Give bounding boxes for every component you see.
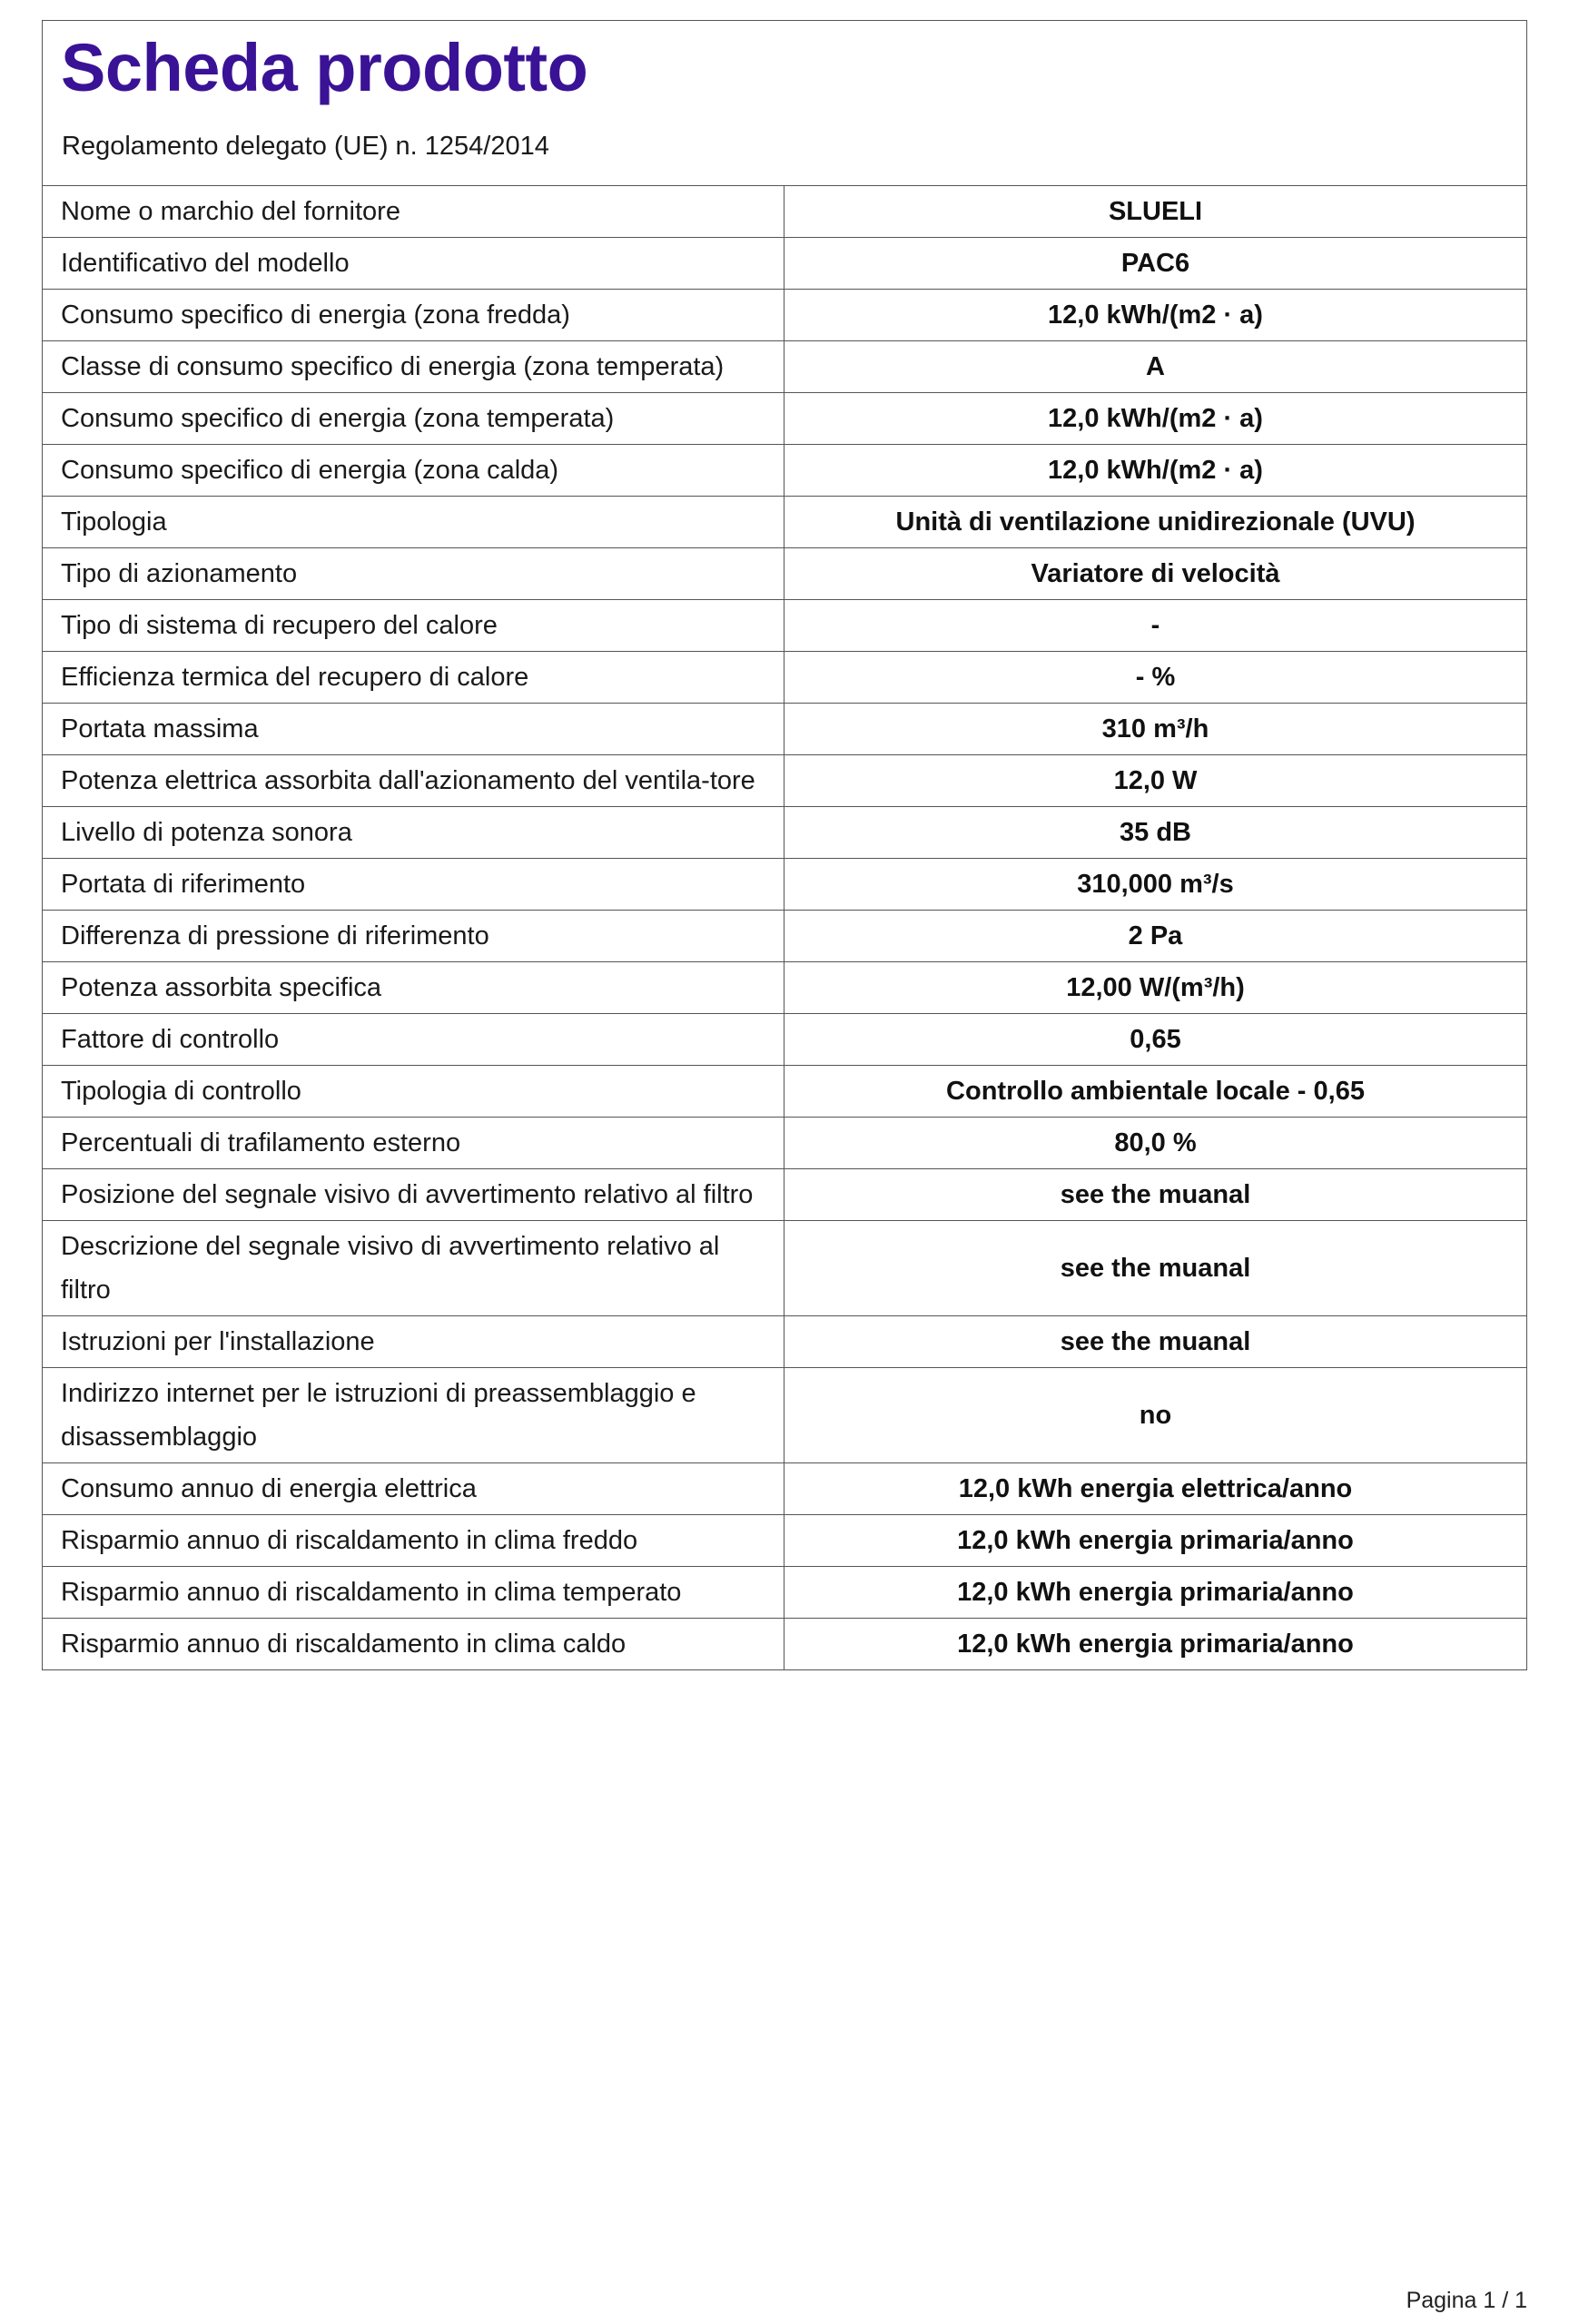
row-value: SLUELI bbox=[784, 186, 1527, 238]
table-row bbox=[43, 1619, 1526, 1670]
table-row bbox=[43, 600, 1526, 652]
table-row bbox=[43, 704, 1526, 755]
row-value: PAC6 bbox=[784, 238, 1527, 290]
sheet-header bbox=[43, 21, 1526, 185]
row-label: Consumo specifico di energia (zona temperata) bbox=[43, 393, 784, 445]
table-row bbox=[43, 1515, 1526, 1567]
table-row bbox=[43, 1567, 1526, 1619]
product-table-body bbox=[43, 186, 1526, 1670]
row-value: 12,0 W bbox=[784, 755, 1527, 807]
row-label: Indirizzo internet per le istruzioni di preassemblaggio e disassemblaggio bbox=[43, 1368, 784, 1463]
row-value: Variatore di velocità bbox=[784, 548, 1527, 600]
row-label: Livello di potenza sonora bbox=[43, 807, 784, 859]
row-label: Nome o marchio del fornitore bbox=[43, 186, 784, 238]
product-sheet bbox=[42, 20, 1527, 1670]
row-value: 80,0 % bbox=[784, 1118, 1527, 1169]
table-row bbox=[43, 1066, 1526, 1118]
row-label: Portata di riferimento bbox=[43, 859, 784, 911]
row-value: 12,00 W/(m³/h) bbox=[784, 962, 1527, 1014]
row-value: 12,0 kWh energia primaria/anno bbox=[784, 1567, 1527, 1619]
row-label: Differenza di pressione di riferimento bbox=[43, 911, 784, 962]
row-label: Consumo specifico di energia (zona fredda) bbox=[43, 290, 784, 341]
row-value: 12,0 kWh/(m2 · a) bbox=[784, 445, 1527, 497]
row-label: Potenza elettrica assorbita dall'azionamento del ventila-tore bbox=[43, 755, 784, 807]
row-value: - % bbox=[784, 652, 1527, 704]
regulation-subtitle: Regolamento delegato (UE) n. 1254/2014 bbox=[62, 132, 549, 161]
row-label: Efficienza termica del recupero di calore bbox=[43, 652, 784, 704]
table-row bbox=[43, 652, 1526, 704]
row-label: Fattore di controllo bbox=[43, 1014, 784, 1066]
row-value: 12,0 kWh/(m2 · a) bbox=[784, 393, 1527, 445]
table-row bbox=[43, 1118, 1526, 1169]
page-number: Pagina 1 / 1 bbox=[1406, 2288, 1527, 2313]
table-row bbox=[43, 497, 1526, 548]
row-value: see the muanal bbox=[784, 1169, 1527, 1221]
table-row bbox=[43, 1463, 1526, 1515]
row-label: Tipologia di controllo bbox=[43, 1066, 784, 1118]
row-label: Identificativo del modello bbox=[43, 238, 784, 290]
table-row bbox=[43, 807, 1526, 859]
row-label: Risparmio annuo di riscaldamento in clima freddo bbox=[43, 1515, 784, 1567]
row-label: Percentuali di trafilamento esterno bbox=[43, 1118, 784, 1169]
table-row bbox=[43, 962, 1526, 1014]
row-label: Risparmio annuo di riscaldamento in clima temperato bbox=[43, 1567, 784, 1619]
table-row bbox=[43, 186, 1526, 238]
row-value: 12,0 kWh/(m2 · a) bbox=[784, 290, 1527, 341]
row-label: Potenza assorbita specifica bbox=[43, 962, 784, 1014]
row-value: 0,65 bbox=[784, 1014, 1527, 1066]
row-label: Tipologia bbox=[43, 497, 784, 548]
table-row bbox=[43, 1221, 1526, 1316]
row-value: Unità di ventilazione unidirezionale (UVU) bbox=[784, 497, 1527, 548]
row-label: Posizione del segnale visivo di avvertimento relativo al filtro bbox=[43, 1169, 784, 1221]
row-value: 12,0 kWh energia elettrica/anno bbox=[784, 1463, 1527, 1515]
row-label: Descrizione del segnale visivo di avvertimento relativo al filtro bbox=[43, 1221, 784, 1316]
table-row bbox=[43, 859, 1526, 911]
table-row bbox=[43, 290, 1526, 341]
row-value: Controllo ambientale locale - 0,65 bbox=[784, 1066, 1527, 1118]
table-row bbox=[43, 755, 1526, 807]
table-row bbox=[43, 1014, 1526, 1066]
table-row bbox=[43, 1316, 1526, 1368]
row-value: 35 dB bbox=[784, 807, 1527, 859]
row-value: 12,0 kWh energia primaria/anno bbox=[784, 1619, 1527, 1670]
row-label: Tipo di sistema di recupero del calore bbox=[43, 600, 784, 652]
row-label: Istruzioni per l'installazione bbox=[43, 1316, 784, 1368]
row-value: A bbox=[784, 341, 1527, 393]
row-value: no bbox=[784, 1368, 1527, 1463]
table-row bbox=[43, 238, 1526, 290]
table-row bbox=[43, 548, 1526, 600]
row-value: 12,0 kWh energia primaria/anno bbox=[784, 1515, 1527, 1567]
row-value: 310 m³/h bbox=[784, 704, 1527, 755]
row-value: - bbox=[784, 600, 1527, 652]
product-table bbox=[43, 185, 1526, 1669]
row-label: Consumo annuo di energia elettrica bbox=[43, 1463, 784, 1515]
row-value: see the muanal bbox=[784, 1316, 1527, 1368]
row-label: Consumo specifico di energia (zona calda) bbox=[43, 445, 784, 497]
page-title: Scheda prodotto bbox=[61, 30, 588, 105]
table-row bbox=[43, 445, 1526, 497]
row-value: 310,000 m³/s bbox=[784, 859, 1527, 911]
row-label: Classe di consumo specifico di energia (zona temperata) bbox=[43, 341, 784, 393]
table-row bbox=[43, 1169, 1526, 1221]
table-row bbox=[43, 911, 1526, 962]
row-value: see the muanal bbox=[784, 1221, 1527, 1316]
row-label: Risparmio annuo di riscaldamento in clima caldo bbox=[43, 1619, 784, 1670]
table-row bbox=[43, 393, 1526, 445]
table-row bbox=[43, 341, 1526, 393]
row-label: Tipo di azionamento bbox=[43, 548, 784, 600]
row-value: 2 Pa bbox=[784, 911, 1527, 962]
row-label: Portata massima bbox=[43, 704, 784, 755]
table-row bbox=[43, 1368, 1526, 1463]
